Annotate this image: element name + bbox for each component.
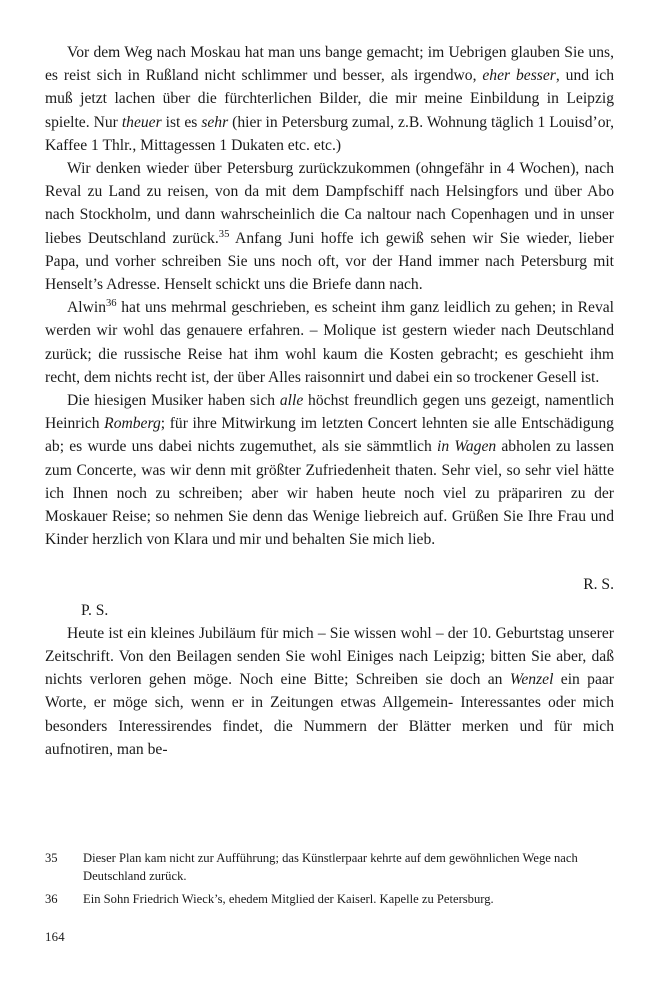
text-run: Heute ist ein kleines Jubiläum für mich – Sie wissen wohl – der 10. Geburtstag unserer Zeitschrift. Von den Beilagen senden Sie wohl Einiges nach Leipzig; bitten Sie aber, daß nichts verloren gehen möge. Noch eine Bitte; Schreiben sie doch an (45, 624, 614, 689)
footnote-item (45, 890, 614, 908)
footnote-number: 35 (45, 851, 58, 865)
footnote-item (45, 849, 614, 886)
emphasis-text: in Wagen (436, 438, 497, 456)
text-run: Vor dem Weg nach Moskau hat man uns bange gemacht; im Uebrigen glauben Sie uns, es reist sich in Rußland nicht schlimmer und besser, als irgendwo, (45, 44, 614, 85)
text-run: ; für ihre Mitwirkung im letzten Concert lehnten sie alle Entschädigung ab; es wurde uns dabei nichts zugemuthet, als sie sämmtlich (45, 415, 614, 456)
paragraph-2 (45, 157, 614, 296)
footnote-block (45, 849, 614, 912)
text-run: Die hiesigen Musiker haben sich (67, 392, 280, 410)
emphasis-text: sehr (201, 113, 229, 131)
footnote-text: Dieser Plan kam nicht zur Aufführung; das Künstlerpaar kehrte auf dem gewöhnlichen Wege nach Deutschland zurück. (83, 851, 578, 884)
text-run: ein paar Worte, er möge sich, wenn er in Zeitungen etwas Allgemein- Interessantes oder mich besonders Interessirendes findet, die Nummern der Blätter merken und für mich aufnotiren, man be- (45, 671, 614, 758)
emphasis-text: Wenzel (509, 671, 554, 689)
text-run: höchst freundlich gegen uns gezeigt, namentlich Heinrich (45, 392, 614, 433)
emphasis-text: eher besser (482, 67, 556, 85)
footnote-number: 36 (45, 891, 58, 906)
text-run: Wir denken wieder über Petersburg zurückzukommen (ohngefähr in 4 Wochen), nach Reval zu Land zu reisen, von da mit dem Dampfschiff nach Helsingfors und über Abo nach Stockholm, und dann wahrscheinlich die Ca naltour nach Copenhagen und in unser liebes Deutschland zurück. (45, 160, 614, 247)
text-run: ist es (161, 113, 202, 131)
footnote-reference: 36 (105, 298, 117, 310)
paragraph-3 (45, 296, 614, 389)
emphasis-text: Romberg (104, 415, 161, 433)
text-run: abholen zu lassen zum Concerte, was wir denn mit größter Zufriedenheit thaten. Sehr viel, so sehr viel hätte ich Ihnen noch zu schreiben; aber wir haben heute noch viel zu präpariren zu der Moskauer Reise; so nehmen Sie denn das Wenige liebreich auf. Grüßen Sie Ihre Frau und Kinder herzlich von Klara und mir und behalten Sie mich lieb. (45, 438, 614, 549)
body-text-column (45, 41, 614, 761)
page-number: 164 (45, 930, 65, 944)
text-run: Alwin (67, 299, 106, 317)
emphasis-text: theuer (121, 113, 162, 131)
paragraph-4 (45, 389, 614, 551)
emphasis-text: alle (279, 392, 304, 410)
footnote-text: Ein Sohn Friedrich Wieck’s, ehedem Mitglied der Kaiserl. Kapelle zu Petersburg. (83, 891, 494, 906)
text-run: (hier in Petersburg zumal, z.B. Wohnung täglich 1 Louisd’or, Kaffee 1 Thlr., Mittagessen 1 Dukaten etc. etc.) (45, 113, 615, 154)
signature-line: R. S. (583, 576, 614, 594)
postscript-label: P. S. (81, 601, 109, 619)
postscript-paragraph (45, 622, 614, 761)
text-run: , und ich muß jetzt lachen über die fürchterlichen Bilder, die mir meine Einbildung in Leipzig spielte. Nur (45, 67, 614, 131)
text-run: hat uns mehrmal geschrieben, es scheint ihm ganz leidlich zu gehen; in Reval werden wir wohl das genauere erfahren. – Molique ist gestern wieder nach Deutschland zurück; die russische Reise hat ihm wohl kaum die Kosten gebracht; es geschieht ihm recht, dem nichts recht ist, der über Alles raisonnirt und dabei ein so trockener Gesell ist. (45, 299, 614, 386)
footnote-reference: 35 (218, 228, 230, 240)
text-run: Anfang Juni hoffe ich gewiß sehen wir Sie wieder, lieber Papa, und vorher schreiben Sie uns noch oft, vor der Hand immer nach Petersburg mit Henselt’s Adresse. Henselt schickt uns die Briefe dann nach. (45, 229, 614, 294)
paragraph-1 (45, 41, 614, 157)
